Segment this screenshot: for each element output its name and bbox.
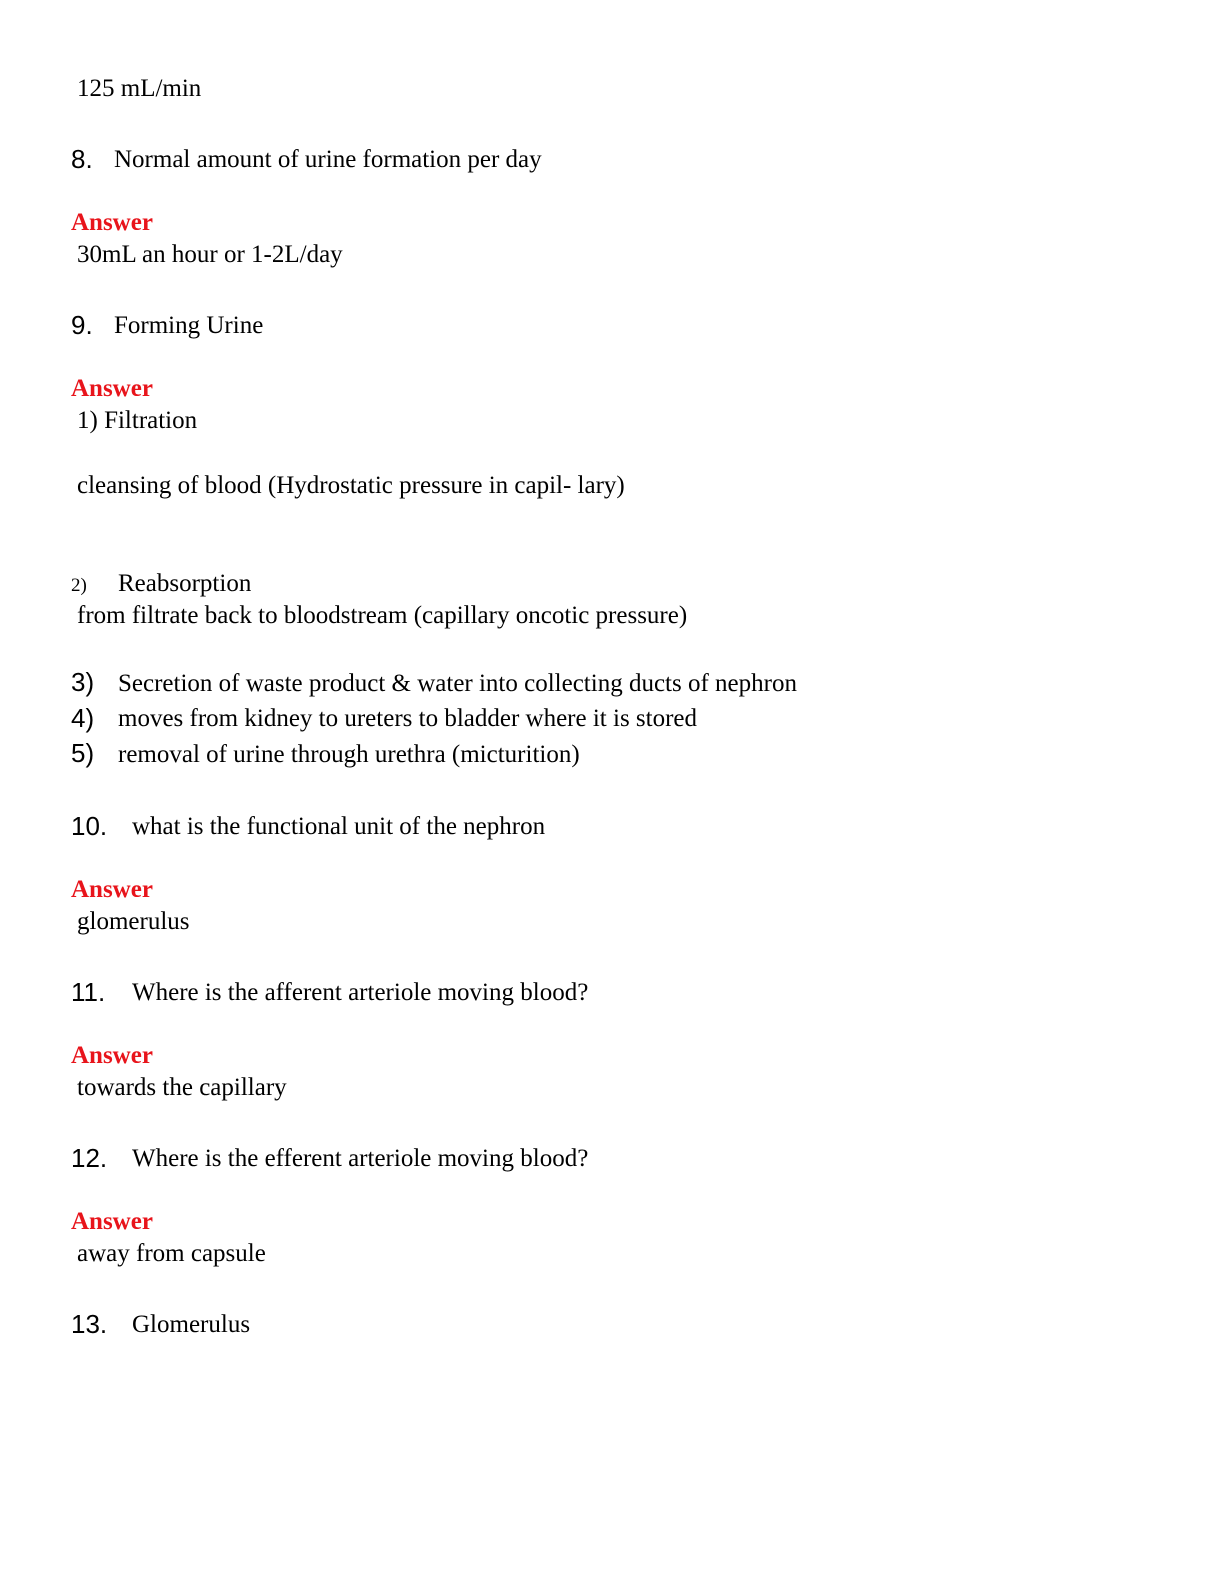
step-3-text: Secretion of waste product & water into collecting ducts of nephron [118, 670, 797, 697]
step-1-label: 1) Filtration [77, 407, 198, 434]
question-11-number: 11. [71, 977, 106, 1007]
question-12-answer-text: away from capsule [77, 1240, 266, 1267]
question-10-answer-text: glomerulus [77, 908, 190, 935]
step-2-number: 2) [71, 575, 87, 596]
step-1-detail: cleansing of blood (Hydrostatic pressure in capil- lary) [77, 472, 625, 499]
question-10-answer-label: Answer [71, 876, 153, 903]
question-13-number: 13. [71, 1309, 108, 1339]
question-10-text: what is the functional unit of the nephron [132, 813, 546, 840]
question-12-number: 12. [71, 1143, 108, 1173]
step-5-text: removal of urine through urethra (micturition) [118, 741, 580, 768]
step-3-number: 3) [71, 667, 95, 697]
previous-answer-text: 125 mL/min [77, 75, 202, 102]
step-5-number: 5) [71, 738, 95, 768]
question-8-answer-text: 30mL an hour or 1-2L/day [77, 241, 343, 268]
question-11-answer-text: towards the capillary [77, 1074, 287, 1101]
question-12-answer-label: Answer [71, 1208, 153, 1235]
question-8-number: 8. [71, 144, 93, 174]
question-9-number: 9. [71, 310, 93, 340]
question-8-text: Normal amount of urine formation per day [114, 146, 542, 173]
question-10-number: 10. [71, 811, 108, 841]
question-11-text: Where is the afferent arteriole moving blood? [132, 979, 589, 1006]
question-13-text: Glomerulus [132, 1311, 251, 1338]
question-11-answer-label: Answer [71, 1042, 153, 1069]
question-12-text: Where is the efferent arteriole moving blood? [132, 1145, 589, 1172]
step-2-label: Reabsorption [118, 570, 252, 597]
step-4-number: 4) [71, 703, 95, 733]
step-2-detail: from filtrate back to bloodstream (capillary oncotic pressure) [77, 602, 688, 629]
question-8-answer-label: Answer [71, 209, 153, 236]
question-9-answer-label: Answer [71, 375, 153, 402]
step-4-text: moves from kidney to ureters to bladder where it is stored [118, 705, 698, 732]
question-9-text: Forming Urine [114, 312, 264, 339]
